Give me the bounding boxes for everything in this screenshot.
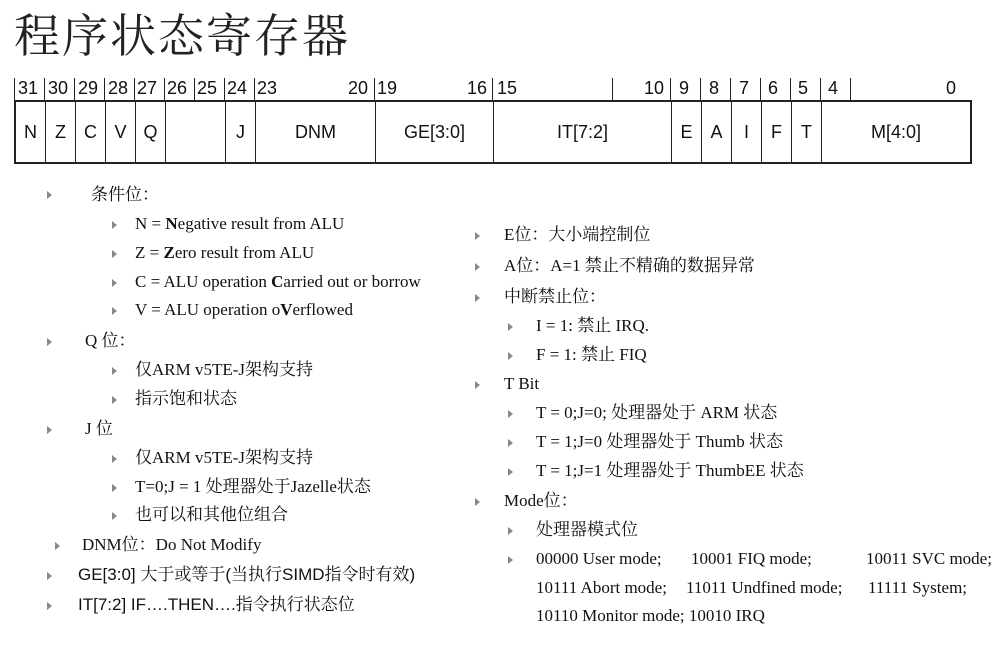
list-item: DNM位：Do Not Modify	[82, 535, 262, 554]
bit-divider	[670, 78, 671, 100]
bit-label: 25	[197, 78, 218, 98]
field-c: C	[76, 102, 106, 162]
field-it: IT[7:2]	[494, 102, 672, 162]
bullet-arrow-icon	[47, 572, 52, 580]
bit-divider	[820, 78, 821, 100]
bullet-arrow-icon	[475, 263, 480, 271]
bit-label: 19	[377, 78, 398, 98]
bit-divider	[164, 78, 165, 100]
list-item: 仅ARM v5TE-J架构支持	[135, 360, 314, 379]
list-item: F = 1: 禁止 FIQ	[536, 345, 647, 364]
list-item: GE[3:0] 大于或等于(当执行SIMD指令时有效)	[78, 565, 416, 584]
list-item: 指示饱和状态	[135, 389, 237, 408]
field-e: E	[672, 102, 702, 162]
bit-divider	[14, 78, 15, 100]
field-f: F	[762, 102, 792, 162]
bit-label: 10	[644, 78, 665, 98]
bullet-arrow-icon	[508, 410, 513, 418]
mode-code: 10011 SVC mode;	[866, 549, 992, 568]
bit-divider	[134, 78, 135, 100]
bit-label: 4	[828, 78, 839, 98]
mode-code: 10110 Monitor mode; 10010 IRQ	[536, 606, 765, 625]
bullet-arrow-icon	[112, 455, 117, 463]
list-item: 也可以和其他位组合	[135, 505, 288, 524]
bullet-arrow-icon	[475, 381, 480, 389]
bullet-arrow-icon	[112, 484, 117, 492]
bullet-arrow-icon	[55, 542, 60, 550]
list-item: I = 1: 禁止 IRQ.	[536, 316, 649, 335]
bit-label: 24	[227, 78, 248, 98]
field-t: T	[792, 102, 822, 162]
bit-divider	[760, 78, 761, 100]
mode-code: 11011 Undfined mode;	[686, 578, 843, 597]
bit-label: 30	[48, 78, 69, 98]
bit-divider	[194, 78, 195, 100]
list-item: E位：大小端控制位	[504, 225, 651, 244]
bit-label: 31	[18, 78, 39, 98]
field-i: I	[732, 102, 762, 162]
list-item: T=0;J = 1 处理器处于Jazelle状态	[135, 477, 371, 496]
bit-label: 9	[679, 78, 690, 98]
bit-divider	[44, 78, 45, 100]
field-reserved	[166, 102, 226, 162]
bit-divider	[104, 78, 105, 100]
bit-divider	[850, 78, 851, 100]
field-n: N	[16, 102, 46, 162]
list-item: 中断禁止位：	[504, 287, 606, 306]
list-item: Mode位：	[504, 491, 578, 510]
bit-divider	[374, 78, 375, 100]
page-title: 程序状态寄存器	[14, 9, 350, 63]
list-item: Q 位：	[85, 331, 136, 350]
bullet-arrow-icon	[112, 512, 117, 520]
bit-label: 28	[108, 78, 129, 98]
bit-label: 7	[739, 78, 750, 98]
register-box	[14, 100, 972, 164]
list-item: 仅ARM v5TE-J架构支持	[135, 448, 314, 467]
bit-label: 26	[167, 78, 188, 98]
bit-label: 6	[768, 78, 779, 98]
bullet-arrow-icon	[112, 396, 117, 404]
bullet-arrow-icon	[508, 556, 513, 564]
bit-divider	[700, 78, 701, 100]
bullet-arrow-icon	[508, 323, 513, 331]
bit-divider	[74, 78, 75, 100]
bit-label: 0	[946, 78, 957, 98]
bullet-arrow-icon	[508, 468, 513, 476]
bullet-arrow-icon	[47, 191, 52, 199]
list-item: T Bit	[504, 374, 540, 393]
list-item: V = ALU operation oVerflowed	[135, 300, 353, 319]
bit-divider	[730, 78, 731, 100]
bit-label: 20	[348, 78, 369, 98]
bit-label: 15	[497, 78, 518, 98]
list-item: A位：A=1 禁止不精确的数据异常	[504, 256, 755, 275]
field-ge: GE[3:0]	[376, 102, 494, 162]
register-diagram	[14, 78, 970, 162]
field-dnm: DNM	[256, 102, 376, 162]
list-item: N = Negative result from ALU	[135, 214, 345, 233]
bit-divider	[790, 78, 791, 100]
field-a: A	[702, 102, 732, 162]
bit-divider	[224, 78, 225, 100]
bullet-arrow-icon	[112, 279, 117, 287]
bullet-arrow-icon	[112, 250, 117, 258]
bit-label: 8	[709, 78, 720, 98]
list-item: T = 1;J=0 处理器处于 Thumb 状态	[536, 432, 783, 451]
bit-label: 23	[257, 78, 278, 98]
field-mode: M[4:0]	[870, 121, 922, 142]
field-j: J	[226, 102, 256, 162]
bullet-arrow-icon	[47, 602, 52, 610]
field-q: Q	[136, 102, 166, 162]
bit-label: 16	[467, 78, 488, 98]
mode-code: 10111 Abort mode;	[536, 578, 667, 597]
list-item: Z = Zero result from ALU	[135, 243, 315, 262]
bullet-arrow-icon	[47, 426, 52, 434]
mode-code: 10001 FIQ mode;	[691, 549, 812, 568]
bullet-arrow-icon	[112, 221, 117, 229]
bullet-arrow-icon	[508, 527, 513, 535]
bullet-arrow-icon	[475, 294, 480, 302]
bit-divider	[612, 78, 613, 100]
list-item: C = ALU operation Carried out or borrow	[135, 272, 421, 291]
mode-code: 00000 User mode;	[536, 549, 662, 568]
list-item: 处理器模式位	[536, 520, 638, 539]
bullet-arrow-icon	[112, 307, 117, 315]
bullet-arrow-icon	[508, 352, 513, 360]
bullet-arrow-icon	[475, 498, 480, 506]
bullet-arrow-icon	[47, 338, 52, 346]
bullet-arrow-icon	[112, 367, 117, 375]
bit-divider	[492, 78, 493, 100]
bullet-arrow-icon	[475, 232, 480, 240]
list-item: 条件位：	[91, 185, 159, 204]
list-item: IT[7:2] IF….THEN….指令执行状态位	[78, 595, 355, 614]
bit-label: 5	[798, 78, 809, 98]
field-v: V	[106, 102, 136, 162]
mode-code: 11111 System;	[868, 578, 968, 597]
list-item: T = 0;J=0; 处理器处于 ARM 状态	[536, 403, 778, 422]
field-z: Z	[46, 102, 76, 162]
bullet-arrow-icon	[508, 439, 513, 447]
list-item: T = 1;J=1 处理器处于 ThumbEE 状态	[536, 461, 804, 480]
list-item: J 位	[85, 419, 113, 438]
bit-label: 27	[137, 78, 158, 98]
bit-label: 29	[78, 78, 99, 98]
bit-divider	[254, 78, 255, 100]
